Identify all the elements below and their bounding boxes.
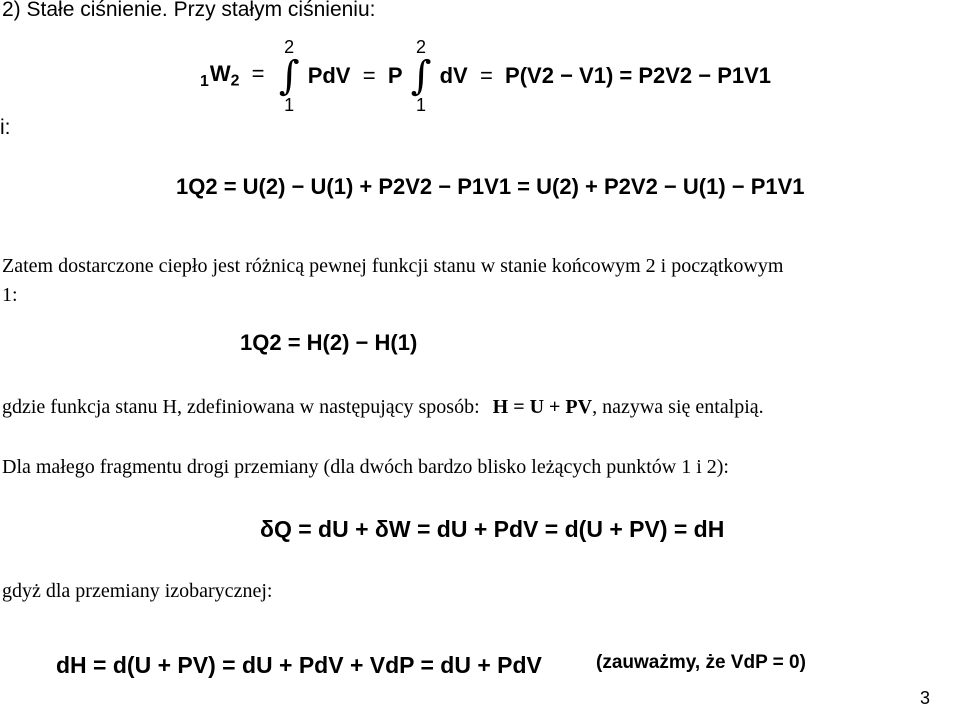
side-label: i:: [0, 116, 11, 139]
integral-2-upper: 2: [416, 37, 427, 57]
integrand-1: PdV: [307, 63, 351, 88]
section-heading: 2) Stałe ciśnienie. Przy stałym ciśnieniu:: [2, 0, 376, 21]
note-vdp-zero: (zauważmy, że VdP = 0): [596, 652, 806, 673]
integral-2: [411, 38, 432, 114]
delta-equation: δQ = dU + δW = dU + PdV = d(U + PV) = dH: [260, 516, 725, 542]
isobaric-label: gdyż dla przemiany izobarycznej:: [2, 580, 273, 602]
work-equation: $_1W_2$ = 2 ∫ 1 PdV = P 2 ∫ 1 dV = P(V2 − V1) = P2V2 − P1V1: [200, 37, 772, 115]
integral-sign: ∫: [410, 53, 432, 99]
paragraph-small-fragment: Dla małego fragmentu drogi przemiany (dla dwóch bardzo blisko leżących punktów 1 i 2):: [2, 456, 729, 478]
definition-suffix: , nazywa się entalpią.: [592, 396, 764, 418]
definition-formula: H = U + PV: [492, 396, 593, 418]
integral-sign: ∫: [278, 53, 300, 99]
integrand-2: dV: [439, 63, 468, 88]
enthalpy-difference-equation: 1Q2 = H(2) − H(1): [240, 330, 418, 355]
integral-1: [279, 38, 300, 114]
dh-equation: dH = d(U + PV) = dU + PdV + VdP = dU + PdV: [56, 652, 542, 678]
paragraph-conclusion: Zatem dostarczone ciepło jest różnicą pewnej funkcji stanu w stanie końcowym 2 i początkowym 1:: [2, 255, 784, 306]
work-rhs: P(V2 − V1) = P2V2 − P1V1: [505, 63, 772, 88]
integral-1-upper: 2: [284, 37, 295, 57]
heat-equation: 1Q2 = U(2) − U(1) + P2V2 − P1V1 = U(2) + P2V2 − U(1) − P1V1: [176, 174, 805, 199]
integral-2-lower: 1: [416, 95, 427, 115]
paragraph-definition: [2, 396, 764, 419]
definition-text: gdzie funkcja stanu H, zdefiniowana w następujący sposób:: [2, 396, 480, 418]
work-lhs-sub: 2: [230, 72, 240, 90]
integral-1-lower: 1: [284, 95, 295, 115]
work-lhs-pre: 1: [200, 72, 209, 90]
page-number: 3: [920, 688, 931, 708]
pressure-const: P: [387, 63, 403, 88]
work-lhs-var: W: [209, 61, 231, 87]
